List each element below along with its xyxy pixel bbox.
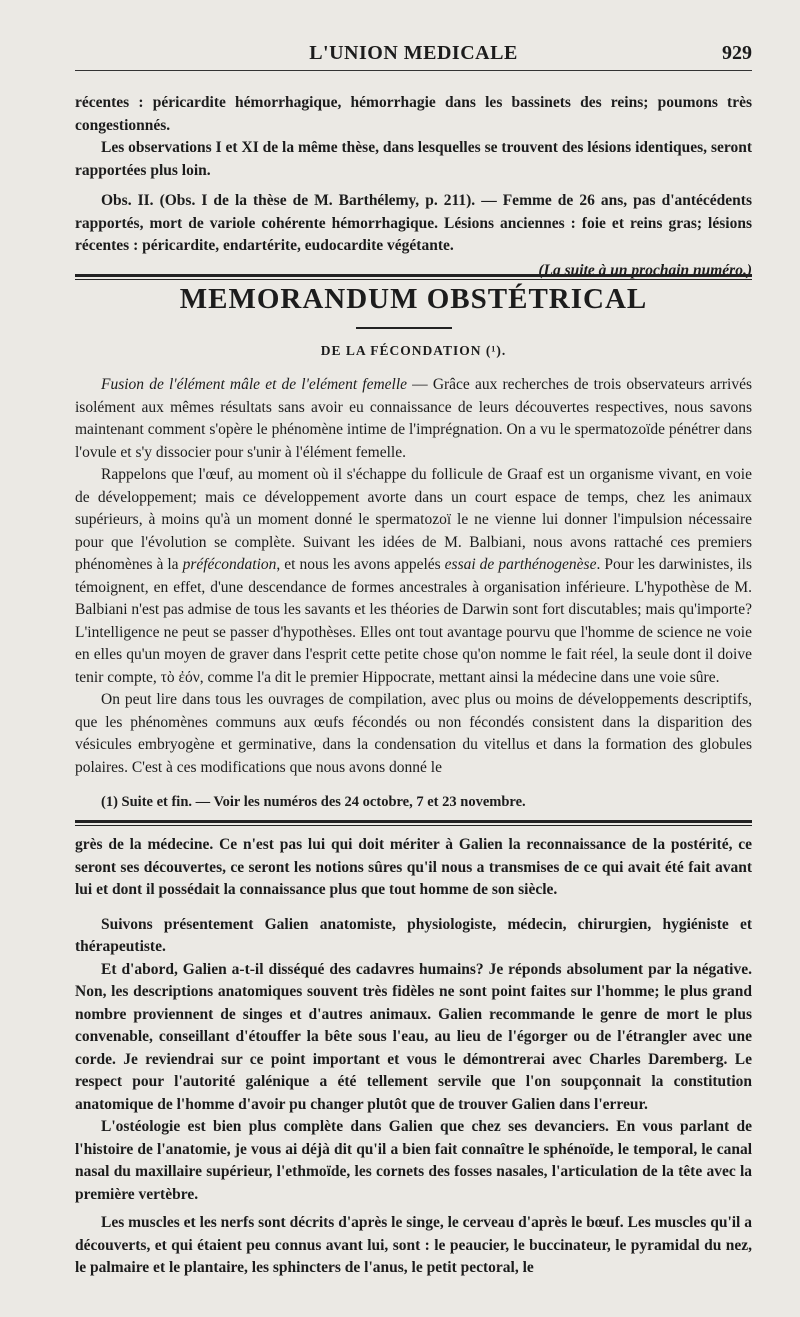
- memorandum-body: [75, 374, 752, 779]
- paragraph: grès de la médecine. Ce n'est pas lui qui doit mériter à Galien la reconnaissance de la postérité, ce seront ses découvertes, ce seront les notions sûres qu'il nous a transmises de ce qui avait été fait avant lui et dont il possédait la connaissance plus que tout homme de son siècle.: [75, 836, 752, 898]
- paragraph: récentes : péricardite hémorrhagique, hémorrhagie dans les bassinets des reins; poumons très congestionnés.: [75, 94, 752, 134]
- running-header: [75, 42, 752, 72]
- italic-term: préfécondation: [182, 556, 277, 573]
- paragraph: On peut lire dans tous les ouvrages de compilation, avec plus ou moins de développements descriptifs, que les phénomènes communs aux œufs fécondés ou non fécondés consistent dans la disparition des vésicules embryogène et germinative, dans la condensation du vitellus et dans la formation des globules polaires. C'est à ces modifications que nous avons donné le: [75, 691, 752, 776]
- paragraph: [75, 374, 752, 464]
- paragraph-text: — Grâce aux recherches de trois observateurs arrivés isolément aux mêmes résultats sans avoir eu connaissance de leurs découvertes respectives, nous savons maintenant comment s'opère le phénomène intime de l'imprégnation. On a vu le spermatozoïde pénétrer dans l'ovule et s'y dissocier pour s'unir à l'élément femelle.: [75, 376, 752, 461]
- running-title: L'UNION MEDICALE: [309, 42, 518, 64]
- text-run: Rappelons que l'œuf, au moment où il s'échappe du follicule de Graaf est un organisme vivant, en voie de développement; mais ce développement avorte dans un court espace de temps, chez les animaux supérieurs, à moins qu'à un moment donné le spermatozoï le ne vienne lui donner l'impulsion nécessaire pour que l'évolution se complète. Suivant les idées de M. Balbiani, nous avons rattaché ces premiers phénomènes à la: [75, 466, 752, 573]
- footnote-block: [75, 792, 752, 812]
- paragraph: Les muscles et les nerfs sont décrits d'après le singe, le cerveau d'après le bœuf. Les muscles qu'il a découverts, et qui étaient peu connus avant lui, sont : le peaucier, le buccinateur, le pyramidal du nez, le palmaire et le plantaire, les sphincters de l'anus, le petit pectoral, le: [75, 1214, 752, 1276]
- paragraph: Et d'abord, Galien a-t-il disséqué des cadavres humains? Je réponds absolument par la négative. Non, les descriptions anatomiques souvent très fidèles ne sont point faites sur l'homme; le plus grand nombre proviennent de singes et d'autres animaux. Galien recommande le genre de mort le plus convenable, conseillant d'étouffer la bête sous l'eau, au lieu de l'égorger ou de l'étrangler avec une corde. Je reviendrai sur ce point important et vous le démontrerai avec Charles Daremberg. Le respect pour l'autorité galénique a été tellement servile que l'on soupçonnait la constitution anatomique de l'homme d'avoir pu changer plutôt que de trouver Galien dans l'erreur.: [75, 960, 752, 1113]
- paragraph: L'ostéologie est bien plus complète dans Galien que chez ses devanciers. En vous parlant de l'histoire de l'anatomie, je vous ai déjà dit qu'il a bien fait connaître le sphénoïde, le temporal, le canal nasal du maxillaire supérieur, l'ethmoïde, les cornets des fosses nasales, l'articulation de la tête avec la première vertèbre.: [75, 1118, 752, 1203]
- continued-note: (La suite à un prochain numéro.): [538, 261, 752, 279]
- paragraph: Suivons présentement Galien anatomiste, physiologiste, médecin, chirurgien, hygiéniste et thérapeutiste.: [75, 915, 752, 955]
- text-run: , et nous les avons appelés: [276, 556, 445, 573]
- section-divider: [75, 820, 752, 823]
- paragraph: Les observations I et XI de la même thèse, dans lesquelles se trouvent des lésions identiques, seront rapportées plus loin.: [75, 139, 752, 179]
- text-run: . Pour les darwinistes, ils témoignent, en effet, d'une descendance de formes ancestrales à organisation inférieure. L'hypothèse de M. Balbiani n'est pas admise de tous les savants et les théories de Darwin sont fort discutables; mais qu'importe? L'intelligence ne peut se passer d'hypothèses. Elles ont tout avantage pourvu que l'homme de science ne voie en elles qu'un moyen de graver dans l'esprit cette petite chose qu'on nomme le fait réel, la seule dont il doive tenir compte, τὸ ἐόν, comme l'a dit le premier Hippocrate, mettant ainsi la médecine dans une voie sûre.: [75, 556, 752, 686]
- observation-paragraph: Obs. II. (Obs. I de la thèse de M. Barthélemy, p. 211). — Femme de 26 ans, pas d'antécédents rapportés, mort de variole cohérente hémorrhagique. Lésions anciennes : foie et reins gras; lésions récentes : péricardite, endartérite, eudocardite végétante.: [75, 192, 752, 254]
- italic-term: essai de parthénogenèse: [444, 556, 597, 573]
- paragraph: [75, 464, 752, 689]
- section-divider: [75, 274, 752, 277]
- previous-article-end: [75, 92, 752, 282]
- galien-article: [75, 834, 752, 1280]
- article-title: MEMORANDUM OBSTÉTRICAL: [179, 283, 648, 315]
- header-rule: [75, 70, 752, 71]
- page-number: 929: [722, 42, 752, 64]
- article-subtitle: DE LA FÉCONDATION (¹).: [320, 343, 507, 358]
- title-rule: [356, 327, 452, 329]
- paragraph-lead: Fusion de l'élément mâle et de l'elément femelle: [101, 376, 408, 393]
- footnote: (1) Suite et fin. — Voir les numéros des 24 octobre, 7 et 23 novembre.: [101, 794, 526, 810]
